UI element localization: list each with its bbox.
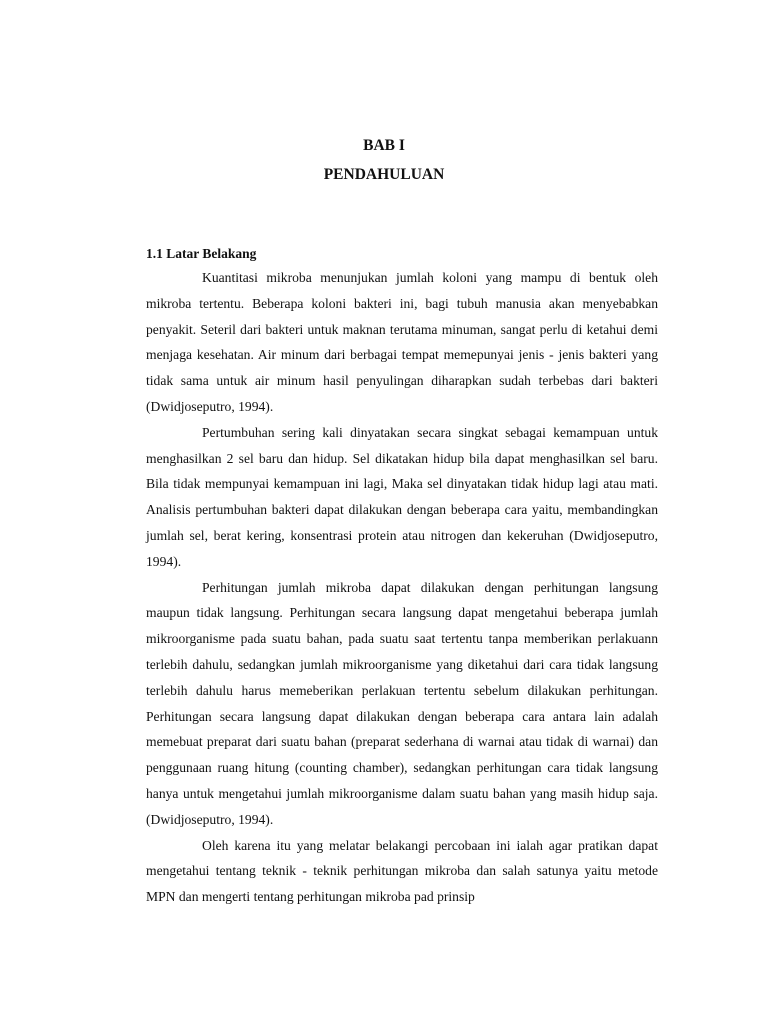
paragraph: Oleh karena itu yang melatar belakangi percobaan ini ialah agar pratikan dapat mengetahui tentang teknik - teknik perhitungan mikroba dan salah satunya yaitu metode MPN dan mengerti tentang perhitungan mikroba pad prinsip [146, 837, 658, 905]
paragraph: Kuantitasi mikroba menunjukan jumlah koloni yang mampu di bentuk oleh mikroba tertentu. Beberapa koloni bakteri ini, bagi tubuh manusia akan menyebabkan penyakit. Seteril dari bakteri untuk maknan terutama minuman, sangat perlu di ketahui demi menjaga kesehatan. Air minum dari berbagai tempat memepunyai jenis - jenis bakteri yang tidak sama untuk air minum hasil penyulingan diharapkan sudah terbebas dari bakteri (Dwidjoseputro, 1994). [146, 270, 658, 414]
chapter-title: PENDAHULUAN [323, 166, 445, 183]
section-heading: 1.1 Latar Belakang [146, 246, 257, 261]
chapter-number: BAB I [363, 137, 405, 154]
body-text [146, 265, 658, 910]
paragraph: Perhitungan jumlah mikroba dapat dilakukan dengan perhitungan langsung maupun tidak langsung. Perhitungan secara langsung dapat mengetahui beberapa jumlah mikroorganisme pada suatu bahan, pada suatu saat tertentu tanpa memberikan perlakuann terlebih dahulu, sedangkan jumlah mikroorganisme yang diketahui dari cara tidak langsung terlebih dahulu harus memeberikan perlakuan tertentu sebelum dilakukan perhitungan. Perhitungan secara langsung dapat dilakukan dengan beberapa cara antara lain adalah memebuat preparat dari suatu bahan (preparat sederhana di warnai atau tidak di warnai) dan penggunaan ruang hitung (counting chamber), sedangkan perhitungan cara tidak langsung hanya untuk mengetahui jumlah mikroorganisme dalam suatu bahan yang masih hidup saja. (Dwidjoseputro, 1994). [146, 579, 658, 827]
paragraph: Pertumbuhan sering kali dinyatakan secara singkat sebagai kemampuan untuk menghasilkan 2 sel baru dan hidup. Sel dikatakan hidup bila dapat menghasilkan sel baru. Bila tidak mempunyai kemampuan ini lagi, Maka sel dinyatakan tidak hidup lagi atau mati. Analisis pertumbuhan bakteri dapat dilakukan dengan beberapa cara yaitu, membandingkan jumlah sel, berat kering, konsentrasi protein atau nitrogen dan kekeruhan (Dwidjoseputro, 1994). [146, 424, 658, 569]
